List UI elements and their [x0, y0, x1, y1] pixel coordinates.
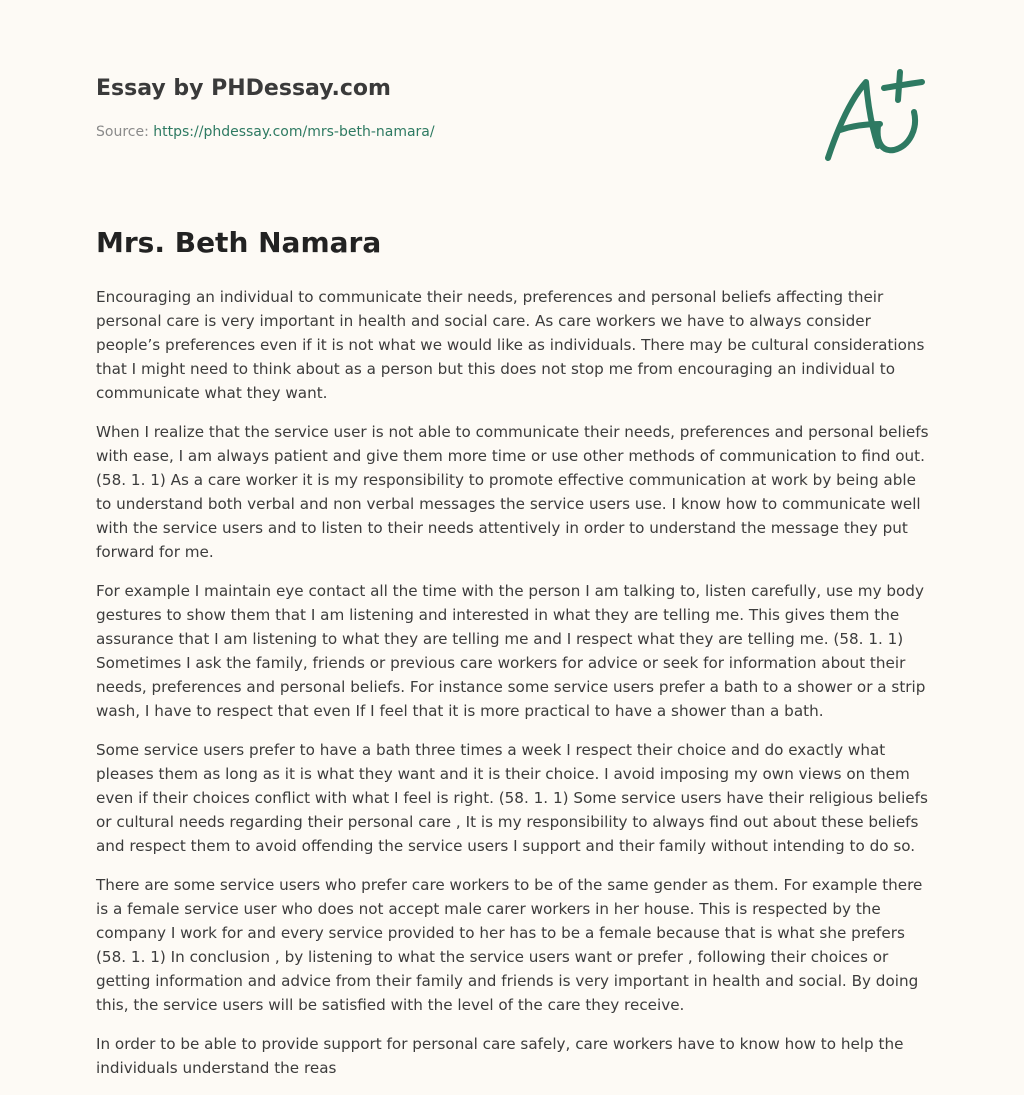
essay-title: Mrs. Beth Namara — [96, 226, 382, 259]
source-label: Source: — [96, 124, 149, 140]
source-line — [96, 124, 435, 140]
a-plus-logo-icon — [818, 66, 930, 166]
essay-body — [96, 285, 934, 1095]
essay-paragraph: When I realize that the service user is not able to communicate their needs, preferences and personal beliefs with ease, I am always patient and give them more time or use other methods of communication to find out. (58. 1. 1) As a care worker it is my responsibility to promote effective communication at work by being able to understand both verbal and non verbal messages the service users use. I know how to communicate well with the service users and to listen to their needs attentively in order to understand the message they put forward for me. — [96, 423, 929, 561]
essay-paragraph: There are some service users who prefer care workers to be of the same gender as them. For example there is a female service user who does not accept male carer workers in her house. This is respected by the company I work for and every service provided to her has to be a female because that is what she prefers (58. 1. 1) In conclusion , by listening to what the service users want or prefer , following their choices or getting information and advice from their family and friends is very important in health and social. By doing this, the service users will be satisfied with the level of the care they receive. — [96, 876, 923, 1014]
site-brand: Essay by PHDessay.com — [96, 76, 391, 101]
essay-paragraph: In order to be able to provide support for personal care safely, care workers have to know how to help the individuals understand the reas — [96, 1035, 904, 1077]
essay-paragraph: Some service users prefer to have a bath three times a week I respect their choice and do exactly what pleases them as long as it is what they want and it is their choice. I avoid imposing my own views on them even if their choices conflict with what I feel is right. (58. 1. 1) Some service users have their religious beliefs or cultural needs regarding their personal care , It is my responsibility to always find out about these beliefs and respect them to avoid offending the service users I support and their family without intending to do so. — [96, 741, 928, 855]
essay-paragraph: Encouraging an individual to communicate their needs, preferences and personal beliefs affecting their personal care is very important in health and social care. As care workers we have to always consider people’s preferences even if it is not what we would like as individuals. There may be cultural considerations that I might need to think about as a person but this does not stop me from encouraging an individual to communicate what they want. — [96, 288, 925, 402]
essay-paragraph: For example I maintain eye contact all the time with the person I am talking to, listen carefully, use my body gestures to show them that I am listening and interested in what they are telling me. This gives them the assurance that I am listening to what they are telling me and I respect what they are telling me. (58. 1. 1) Sometimes I ask the family, friends or previous care workers for advice or seek for information about their needs, preferences and personal beliefs. For instance some service users prefer a bath to a shower or a strip wash, I have to respect that even If I feel that it is more practical to have a shower than a bath. — [96, 582, 926, 720]
source-link[interactable]: https://phdessay.com/mrs-beth-namara/ — [153, 124, 435, 140]
